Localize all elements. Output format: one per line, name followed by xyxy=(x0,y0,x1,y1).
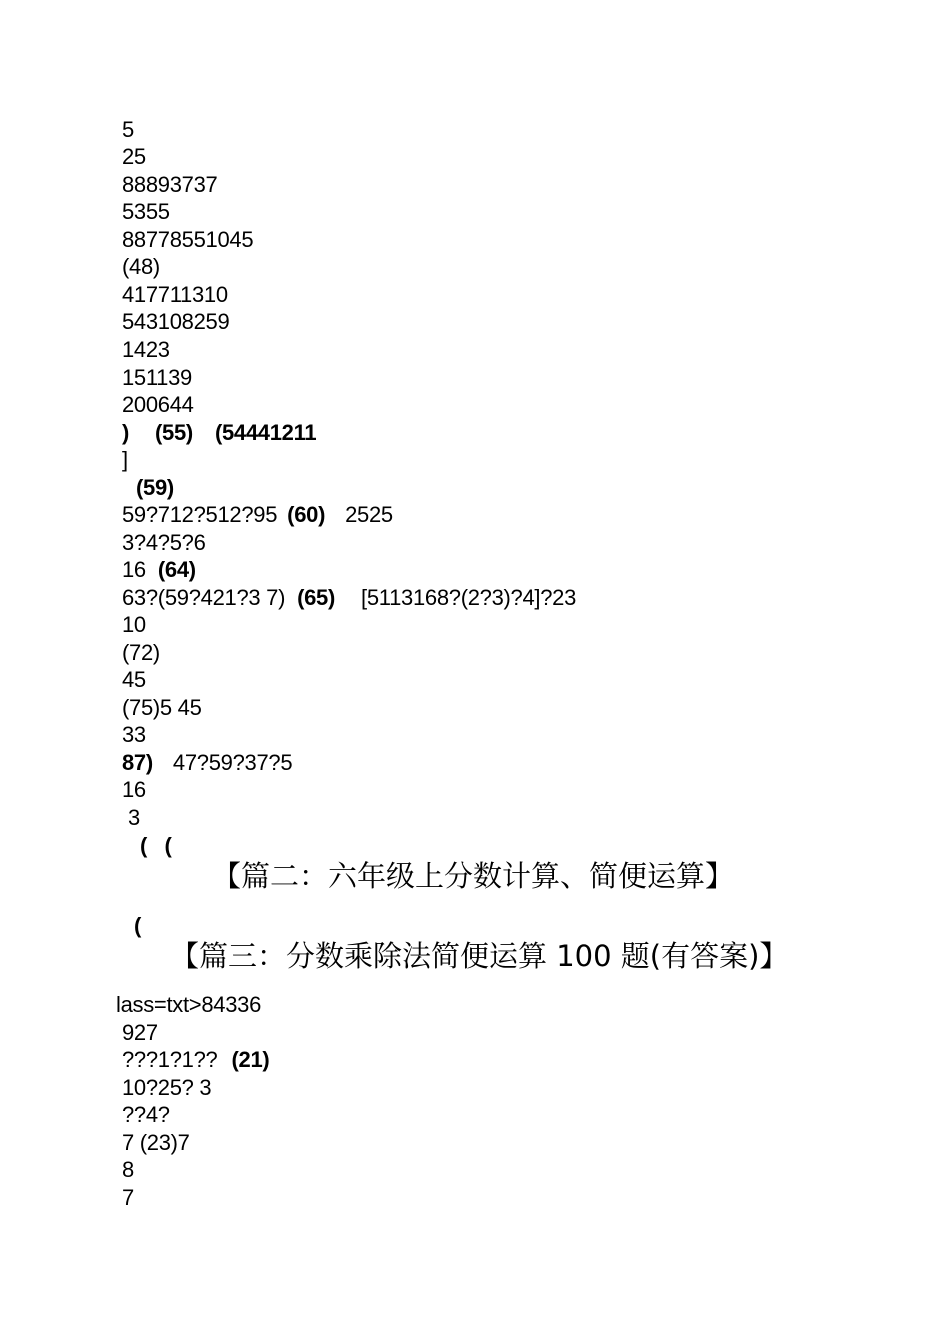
text-line: 10?25? 3 xyxy=(122,1075,212,1100)
text-line: 7 (23)7 xyxy=(122,1130,190,1155)
text-line: ( xyxy=(134,913,142,938)
text-fragment: 2525 xyxy=(345,502,393,527)
section-heading: 【篇三：分数乘除法简便运算 100 题(有答案)】 xyxy=(170,939,789,973)
text-fragment: (21) xyxy=(231,1047,270,1072)
text-line: 5 xyxy=(122,117,134,142)
text-line: ] xyxy=(122,447,128,472)
text-fragment: ???1?1?? xyxy=(122,1047,218,1072)
text-line: 33 xyxy=(122,722,146,747)
text-fragment: 87) xyxy=(122,750,153,775)
text-line: (75)5 45 xyxy=(122,695,202,720)
text-line: 5355 xyxy=(122,199,170,224)
text-line: lass=txt>84336 xyxy=(116,992,262,1017)
text-line: 927 xyxy=(122,1020,158,1045)
text-fragment: 59?712?512?95 xyxy=(122,502,278,527)
text-line: 7 xyxy=(122,1185,134,1210)
text-line: 200644 xyxy=(122,392,194,417)
text-line xyxy=(122,749,292,776)
text-line: 16 xyxy=(122,777,146,802)
text-line: (48) xyxy=(122,254,160,279)
text-fragment: (54441211 xyxy=(214,420,317,445)
text-line: 417711310 xyxy=(122,282,228,307)
text-line: (72) xyxy=(122,640,160,665)
text-line: (59) xyxy=(136,475,174,500)
section-heading: 【篇二：六年级上分数计算、简便运算】 xyxy=(212,859,735,893)
text-line: 88893737 xyxy=(122,172,218,197)
text-fragment: (64) xyxy=(157,557,196,582)
text-line: 3?4?5?6 xyxy=(122,530,206,555)
text-fragment: ) xyxy=(122,420,130,445)
text-fragment: (60) xyxy=(287,502,326,527)
text-line: ( ( xyxy=(140,833,172,858)
text-fragment: 63?(59?421?3 7) xyxy=(122,585,286,610)
text-line: 543108259 xyxy=(122,309,230,334)
text-line xyxy=(122,1046,269,1073)
text-line: 151139 xyxy=(122,365,192,390)
text-line: 1423 xyxy=(122,337,170,362)
text-line: 10 xyxy=(122,612,146,637)
text-line xyxy=(122,584,576,611)
text-line xyxy=(122,419,316,446)
text-fragment: [5113168?(2?3)?4]?23 xyxy=(361,585,577,610)
text-line xyxy=(122,556,196,583)
text-line: 8 xyxy=(122,1157,134,1182)
text-fragment: 16 xyxy=(122,557,146,582)
text-line: 88778551045 xyxy=(122,227,254,252)
text-fragment: (65) xyxy=(297,585,336,610)
text-line: 3 xyxy=(128,805,140,830)
text-line xyxy=(122,501,393,528)
text-line: ??4? xyxy=(122,1102,170,1127)
text-fragment: 47?59?37?5 xyxy=(172,750,293,775)
text-line: 45 xyxy=(122,667,146,692)
text-line: 25 xyxy=(122,144,146,169)
text-fragment: (55) xyxy=(155,420,193,445)
